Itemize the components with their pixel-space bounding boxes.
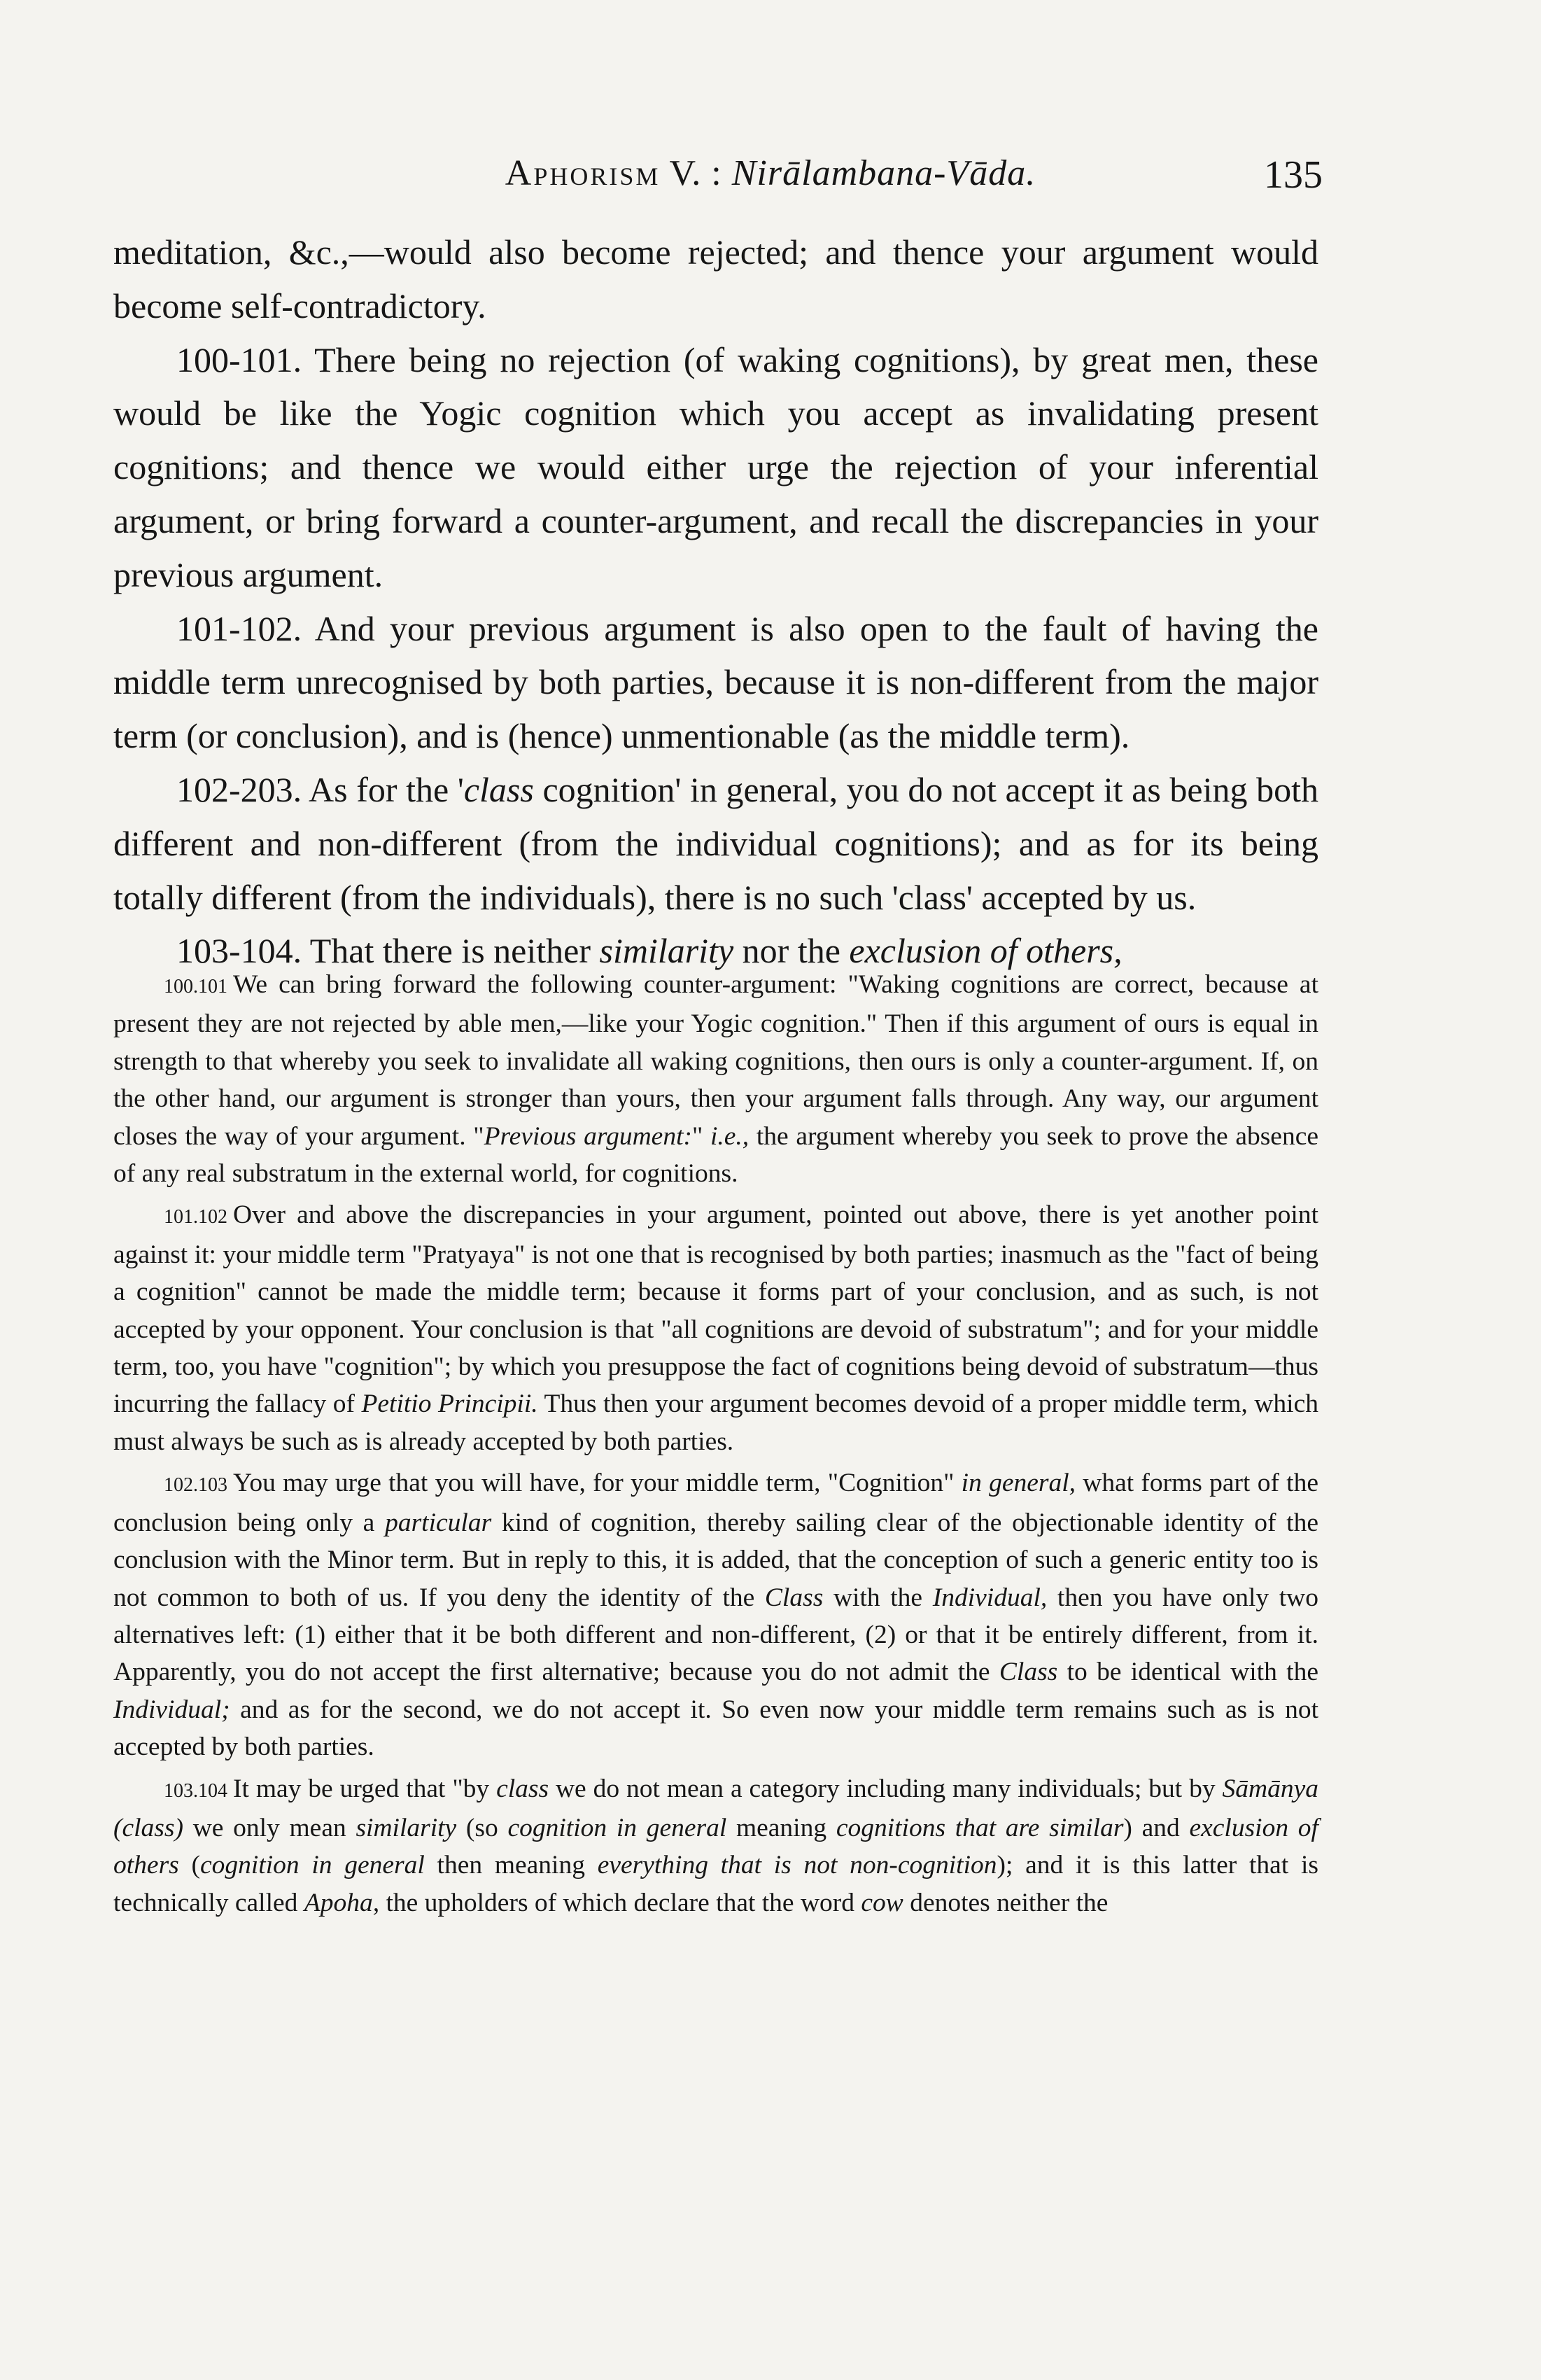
footnote-number: 102.103 [164, 1474, 227, 1497]
aphorism-label: Aphorism [505, 153, 661, 193]
footnote-101-102: 101.102 Over and above the discrepancies in your argument, pointed out above, there is yet another point against it: your middle term "Pratyaya" is not one that is recognised by both parties; inasmuch as the "fact of being a cognition" cannot be made the middle term; because it forms part of your conclusion, and as such, is not accepted by your opponent. Your conclusion is that "all cognitions are devoid of substratum"; and for your middle term, too, you have "cognition"; by which you presuppose the fact of cognitions being devoid of substratum—thus incurring the fallacy of Petitio Principii. Thus then your argument becomes devoid of a proper middle term, which must always be such as is already accepted by both parties. [113, 1200, 1318, 1456]
page-number: 135 [1264, 153, 1323, 197]
footnote-103-104: 103.104 It may be urged that "by class we do not mean a category including many individuals; but by Sāmānya (class) we only mean similarity (so cognition in general meaning cognitions that are similar) and exclusion of others (cognition in general then meaning everything that is not non-cognition); and it is this latter that is technically called Apoha, the upholders of which declare that the word cow denotes neither the [113, 1774, 1318, 1917]
footnote-number: 100.101 [164, 976, 227, 997]
paragraph-101-102: 101-102. And your previous argument is also open to the fault of having the middle term unrecognised by both parties, because it is non-different from the major term (or conclusion), and is (hence) unmentionable (as the middle term). [113, 608, 1318, 756]
paragraph-102-203: 102-203. As for the 'class cognition' in general, you do not accept it as being both different and non-different (from the individual cognitions); and as for its being totally different (from the individuals), there is no such 'class' accepted by us. [113, 769, 1318, 917]
section-title: Nirālambana-Vāda. [731, 153, 1036, 193]
aphorism-number: V. : [660, 153, 732, 193]
footnote-102-103: 102.103 You may urge that you will have, for your middle term, "Cognition" in general, what forms part of the conclusion being only a particular kind of cognition, thereby sailing clear of the objectionable identity of the conclusion with the Minor term. But in reply to this, it is added, that the conception of such a generic entity too is not common to both of us. If you deny the identity of the Class with the Individual, then you have only two alternatives left: (1) either that it be both different and non-different, (2) or that it be entirely different, from it. Apparently, you do not accept the first alternative; because you do not admit the Class to be identical with the Individual; and as for the second, we do not accept it. So even now your middle term remains such as is not accepted by both parties. [113, 1469, 1319, 1762]
footnote-number: 103.104 [164, 1779, 227, 1802]
footnotes [113, 966, 1318, 1926]
verse-number: 100-101. [176, 340, 302, 379]
footnote-number: 101.102 [164, 1206, 227, 1228]
paragraph-continued: meditation, &c.,—would also become rejected; and thence your argument would become self-contradictory. [113, 232, 1318, 326]
paragraph-100-101: 100-101. There being no rejection (of waking cognitions), by great men, these would be like the Yogic cognition which you accept as invalidating present cognitions; and thence we would either urge the rejection of your inferential argument, or bring forward a counter-argument, and recall the discrepancies in your previous argument. [113, 340, 1318, 594]
verse-number: 101-102. [176, 608, 302, 648]
main-text [113, 225, 1318, 978]
verse-number: 103-104. [176, 931, 302, 971]
page-header [0, 153, 1541, 202]
paragraph-103-104: 103-104. That there is neither similarity nor the exclusion of others, [176, 931, 1123, 971]
verse-number: 102-203. [176, 769, 302, 809]
footnote-100-101: 100.101 We can bring forward the following counter-argument: "Waking cognitions are correct, because at present they are not rejected by able men,—like your Yogic cognition." Then if this argument of ours is equal in strength to that whereby you seek to invalidate all waking cognitions, then ours is only a counter-argument. If, on the other hand, our argument is stronger than yours, then your argument falls through. Any way, our argument closes the way of your argument. "Previous argument:" i.e., the argument whereby you seek to prove the absence of any real substratum in the external world, for cognitions. [113, 970, 1318, 1189]
